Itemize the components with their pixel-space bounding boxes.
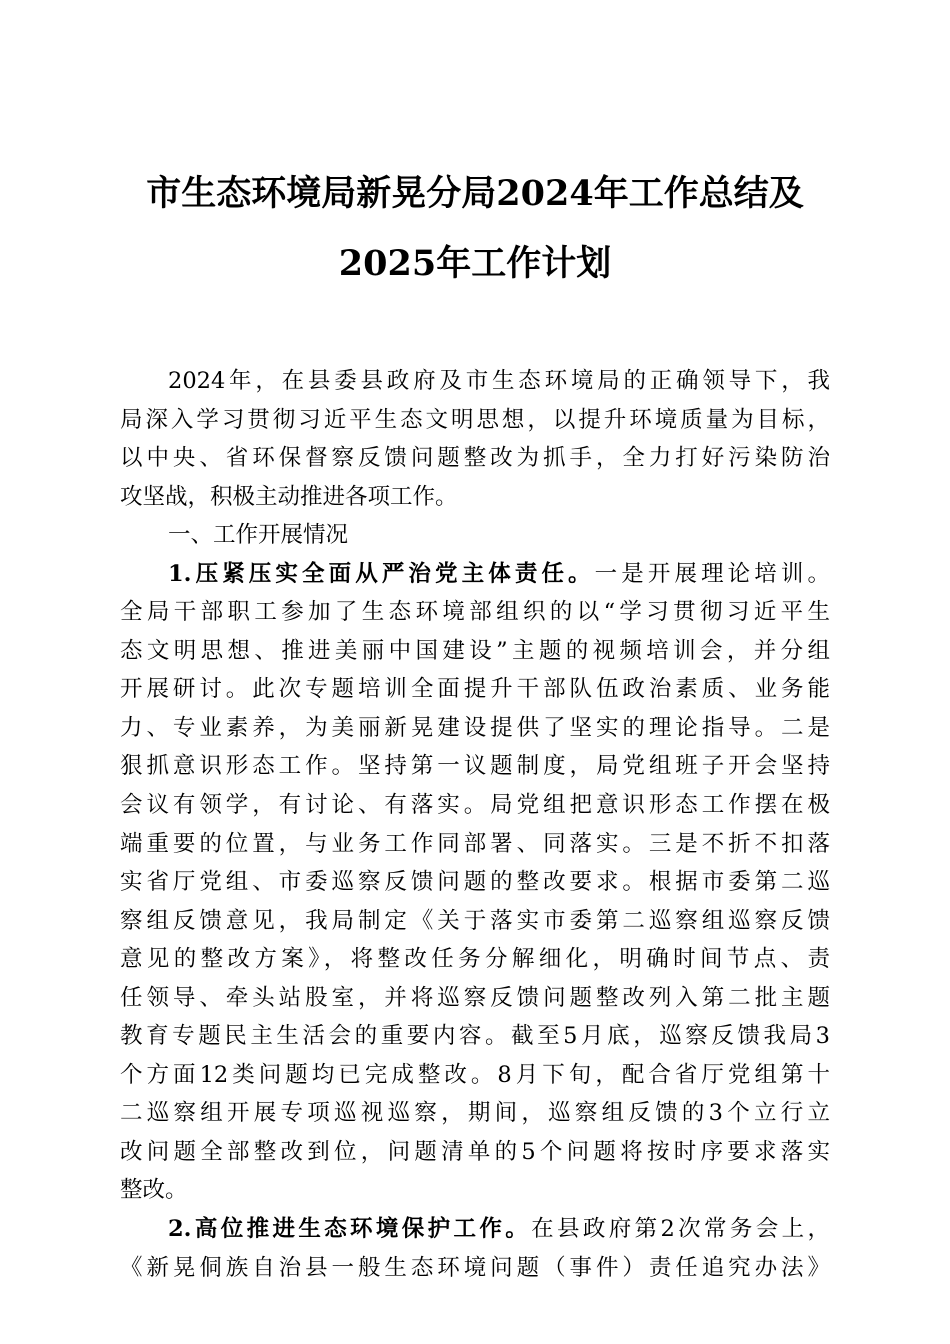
paragraph-line: 态文明思想、推进美丽中国建设”主题的视频培训会，并分组 xyxy=(120,637,830,664)
document-title-line-2: 2025年工作计划 xyxy=(338,243,612,284)
item-2-lead-text: 在县政府第2次常务会上， xyxy=(531,1216,830,1243)
paragraph-line: 力、专业素养，为美丽新晃建设提供了坚实的理论指导。二是 xyxy=(120,714,830,741)
item-1-heading: 1.压紧压实全面从严治党主体责任。 xyxy=(168,560,595,587)
paragraph-line: 《新晃侗族自治县一般生态环境问题（事件）责任追究办法》 xyxy=(120,1254,830,1281)
paragraph-line: 个方面12类问题均已完成整改。8月下旬，配合省厅党组第十 xyxy=(120,1061,830,1088)
paragraph-line: 攻坚战，积极主动推进各项工作。 xyxy=(120,483,458,510)
paragraph-line: 局深入学习贯彻习近平生态文明思想，以提升环境质量为目标， xyxy=(120,406,830,433)
item-1-paragraph xyxy=(120,555,830,1210)
paragraph-line xyxy=(120,555,830,594)
paragraph-line: 会议有领学，有讨论、有落实。局党组把意识形态工作摆在极 xyxy=(120,792,830,819)
paragraph-line: 二巡察组开展专项巡视巡察，期间，巡察组反馈的3个立行立 xyxy=(120,1100,830,1127)
paragraph-line: 任领导、牵头站股室，并将巡察反馈问题整改列入第二批主题 xyxy=(120,984,830,1011)
paragraph-line xyxy=(120,1210,830,1249)
item-2-heading: 2.高位推进生态环境保护工作。 xyxy=(168,1216,532,1243)
paragraph-line: 意见的整改方案》，将整改任务分解细化，明确时间节点、责 xyxy=(120,946,830,973)
paragraph-line: 教育专题民主生活会的重要内容。截至5月底，巡察反馈我局3 xyxy=(120,1023,830,1050)
intro-paragraph xyxy=(120,362,830,516)
document-title-line-1: 市生态环境局新晃分局2024年工作总结及 xyxy=(146,173,804,214)
paragraph-line: 以中央、省环保督察反馈问题整改为抓手，全力打好污染防治 xyxy=(120,445,830,472)
paragraph-line: 开展研讨。此次专题培训全面提升干部队伍政治素质、业务能 xyxy=(120,676,830,703)
item-2-paragraph xyxy=(120,1210,830,1287)
paragraph-line: 2024年，在县委县政府及市生态环境局的正确领导下，我 xyxy=(168,368,830,394)
paragraph-line: 整改。 xyxy=(120,1177,188,1204)
item-1-lead-text: 一是开展理论培训。 xyxy=(594,560,830,587)
paragraph-line: 察组反馈意见，我局制定《关于落实市委第二巡察组巡察反馈 xyxy=(120,907,830,934)
paragraph-line: 实省厅党组、市委巡察反馈问题的整改要求。根据市委第二巡 xyxy=(120,869,830,896)
document-body xyxy=(120,362,830,1287)
paragraph-line: 端重要的位置，与业务工作同部署、同落实。三是不折不扣落 xyxy=(120,830,830,857)
paragraph-line: 全局干部职工参加了生态环境部组织的以“学习贯彻习近平生 xyxy=(120,599,830,626)
paragraph-line: 改问题全部整改到位，问题清单的5个问题将按时序要求落实 xyxy=(120,1138,830,1165)
paragraph-line: 狠抓意识形态工作。坚持第一议题制度，局党组班子开会坚持 xyxy=(120,753,830,780)
section-heading: 一、工作开展情况 xyxy=(168,522,349,549)
